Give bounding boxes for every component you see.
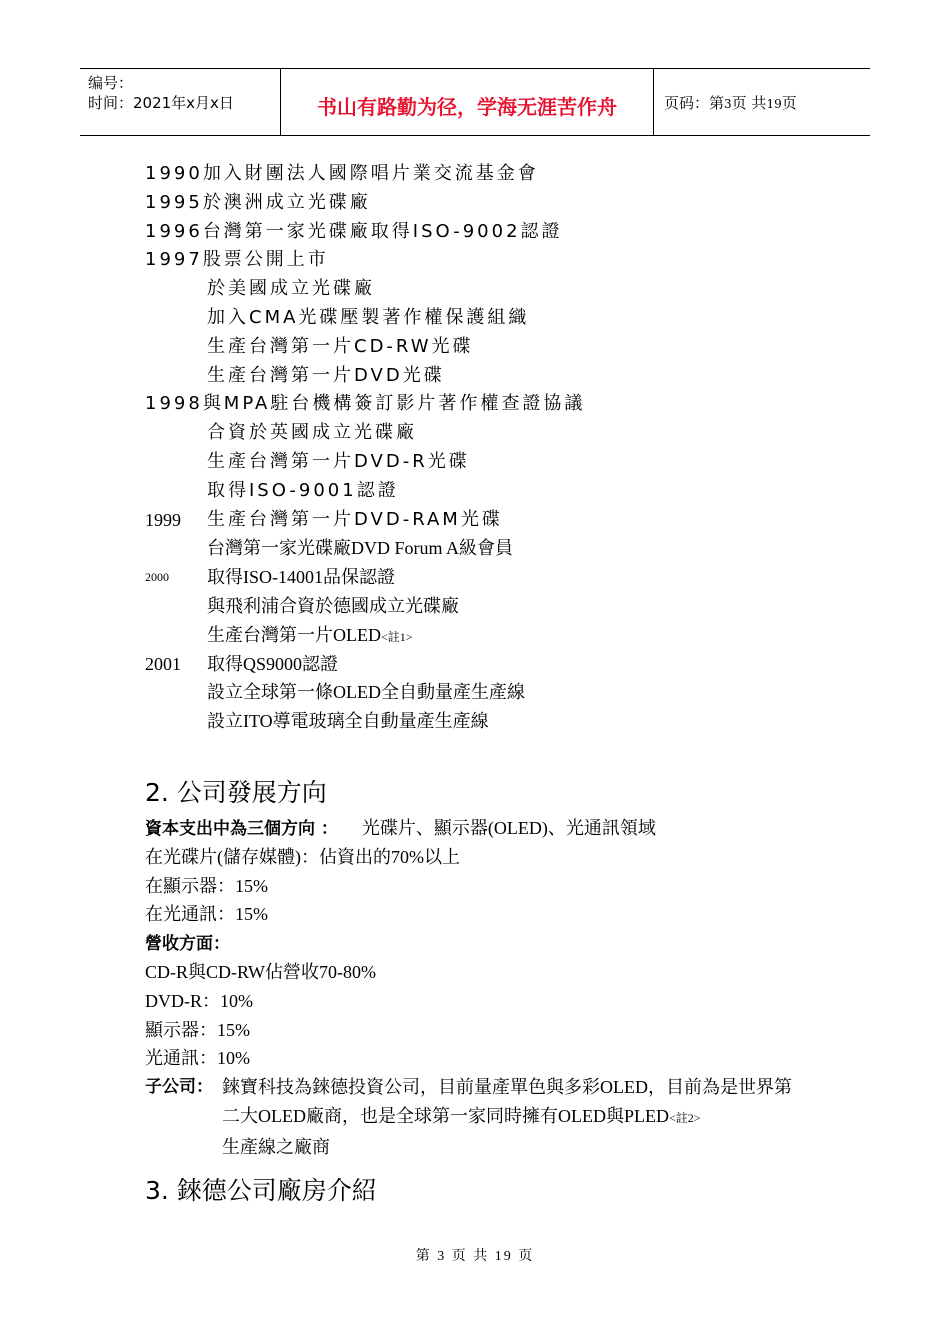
timeline-text: 取得ISO-14001品保認證	[207, 567, 395, 588]
timeline-row	[145, 650, 825, 679]
paragraph-line: 在光通訊：15%	[145, 904, 268, 925]
timeline-text: 於美國成立光碟廠	[207, 278, 375, 300]
timeline-text: 股票公開上市	[202, 249, 329, 271]
timeline-text-with-note	[207, 621, 413, 652]
timeline-text: 設立全球第一條OLED全自動量產生產線	[207, 682, 525, 703]
page-mid: 页 共	[731, 93, 767, 112]
document-body	[145, 160, 825, 1212]
timeline-row	[145, 246, 825, 275]
timeline-text: 台灣第一家光碟廠DVD Forum A級會員	[207, 538, 514, 559]
revenue-heading	[145, 929, 825, 958]
page-indicator	[664, 92, 870, 113]
subsidiary-text	[222, 1073, 802, 1161]
footnote-ref: <註1>	[381, 629, 413, 644]
timeline-text: 台灣第一家光碟廠取得ISO-9002認證	[202, 220, 563, 242]
timeline-row	[145, 592, 825, 621]
timeline-row	[145, 477, 825, 506]
motto-text: 书山有路勤为径，学海无涯苦作舟	[317, 94, 617, 119]
header-motto	[281, 69, 654, 135]
timeline-year: 2001	[145, 653, 181, 674]
paragraph-line: DVD-R：10%	[145, 990, 253, 1011]
revenue-label: 營收方面：	[145, 934, 230, 955]
timeline-text: 生產台灣第一片CD-RW光碟	[207, 335, 474, 357]
timeline-row	[145, 275, 825, 304]
header-meta	[80, 69, 281, 135]
timeline-text: 加入CMA光碟壓製著作權保護組織	[207, 306, 530, 328]
timeline-row	[145, 534, 825, 563]
timeline-text: 取得ISO-9001認證	[207, 479, 399, 501]
timeline-row	[145, 621, 825, 650]
timeline-row	[145, 362, 825, 391]
capex-line	[145, 814, 825, 843]
timeline-row	[145, 333, 825, 362]
timeline-row	[145, 448, 825, 477]
timeline-year: 2000	[145, 570, 169, 585]
code-label: 编号：	[88, 74, 134, 92]
subsidiary-paragraph	[145, 1073, 825, 1161]
timeline-text: 加入財團法人國際唱片業交流基金會	[202, 163, 539, 184]
timeline-text: 與飛利浦合資於德國成立光碟廠	[207, 595, 459, 616]
subsidiary-label: 子公司：	[145, 1077, 213, 1098]
timeline-row	[145, 218, 825, 247]
paragraph-line: 光通訊：10%	[145, 1048, 250, 1069]
section-heading: 2. 公司發展方向	[145, 777, 327, 807]
timeline-text: 生產台灣第一片DVD光碟	[207, 364, 445, 386]
paragraph-line: 在顯示器：15%	[145, 875, 268, 896]
capex-label: 資本支出中為三個方向 ：	[145, 818, 338, 839]
timeline-text: 取得QS9000認證	[207, 653, 339, 674]
timeline-row	[145, 506, 825, 535]
timeline-year: 1997	[145, 249, 203, 271]
timeline-row	[145, 678, 825, 707]
capex-value: 光碟片、顯示器(OLED)、光通訊領域	[361, 817, 656, 838]
timeline-year: 1999	[145, 509, 181, 530]
timeline-text: 生產台灣第一片DVD-RAM光碟	[207, 508, 503, 530]
timeline-text: 合資於英國成立光碟廠	[207, 422, 417, 444]
timeline-row	[145, 390, 825, 419]
timeline-row	[145, 419, 825, 448]
timeline-row	[145, 707, 825, 736]
subsidiary-tail: 生產線之廠商	[222, 1136, 330, 1157]
page-suffix: 页	[781, 93, 797, 112]
timeline-list	[145, 160, 825, 736]
timeline-year: 1990	[145, 163, 203, 184]
paragraph-line: 在光碟片(儲存媒體)：佔資出的70%以上	[145, 846, 460, 867]
timeline-row	[145, 189, 825, 218]
page-current: 3	[724, 96, 732, 111]
footnote-ref: <註2>	[668, 1110, 701, 1125]
timeline-text: 生產台灣第一片OLED	[207, 624, 381, 645]
timeline-row	[145, 563, 825, 592]
timeline-year: 1995	[145, 191, 203, 213]
page-footer: 第 3 页 共 19 页	[415, 1249, 535, 1264]
document-header	[80, 68, 870, 136]
timeline-text: 於澳洲成立光碟廠	[202, 191, 371, 213]
paragraph-line: 顯示器：15%	[145, 1019, 250, 1040]
time-label: 时间：2021年x月x日	[88, 94, 234, 112]
header-page-info	[654, 69, 870, 135]
timeline-row	[145, 160, 825, 189]
timeline-year: 1998	[145, 393, 203, 415]
timeline-year: 1996	[145, 220, 203, 242]
section-heading: 3. 錸德公司廠房介紹	[145, 1175, 377, 1205]
page-total: 19	[766, 96, 782, 111]
paragraph-line: CD-R與CD-RW佔營收70-80%	[145, 961, 376, 982]
page-prefix: 页码：第	[664, 93, 725, 112]
subsidiary-body: 錸寶科技為錸德投資公司，目前量產單色與多彩OLED，目前為是世界第二大OLED廠商，也是全球第一家同時擁有OLED與PLED	[222, 1077, 792, 1126]
timeline-text: 與MPA駐台機構簽訂影片著作權查證協議	[202, 393, 586, 415]
timeline-text: 生產台灣第一片DVD-R光碟	[207, 450, 470, 472]
timeline-row	[145, 304, 825, 333]
timeline-text: 設立ITO導電玻璃全自動量產生產線	[207, 711, 489, 732]
